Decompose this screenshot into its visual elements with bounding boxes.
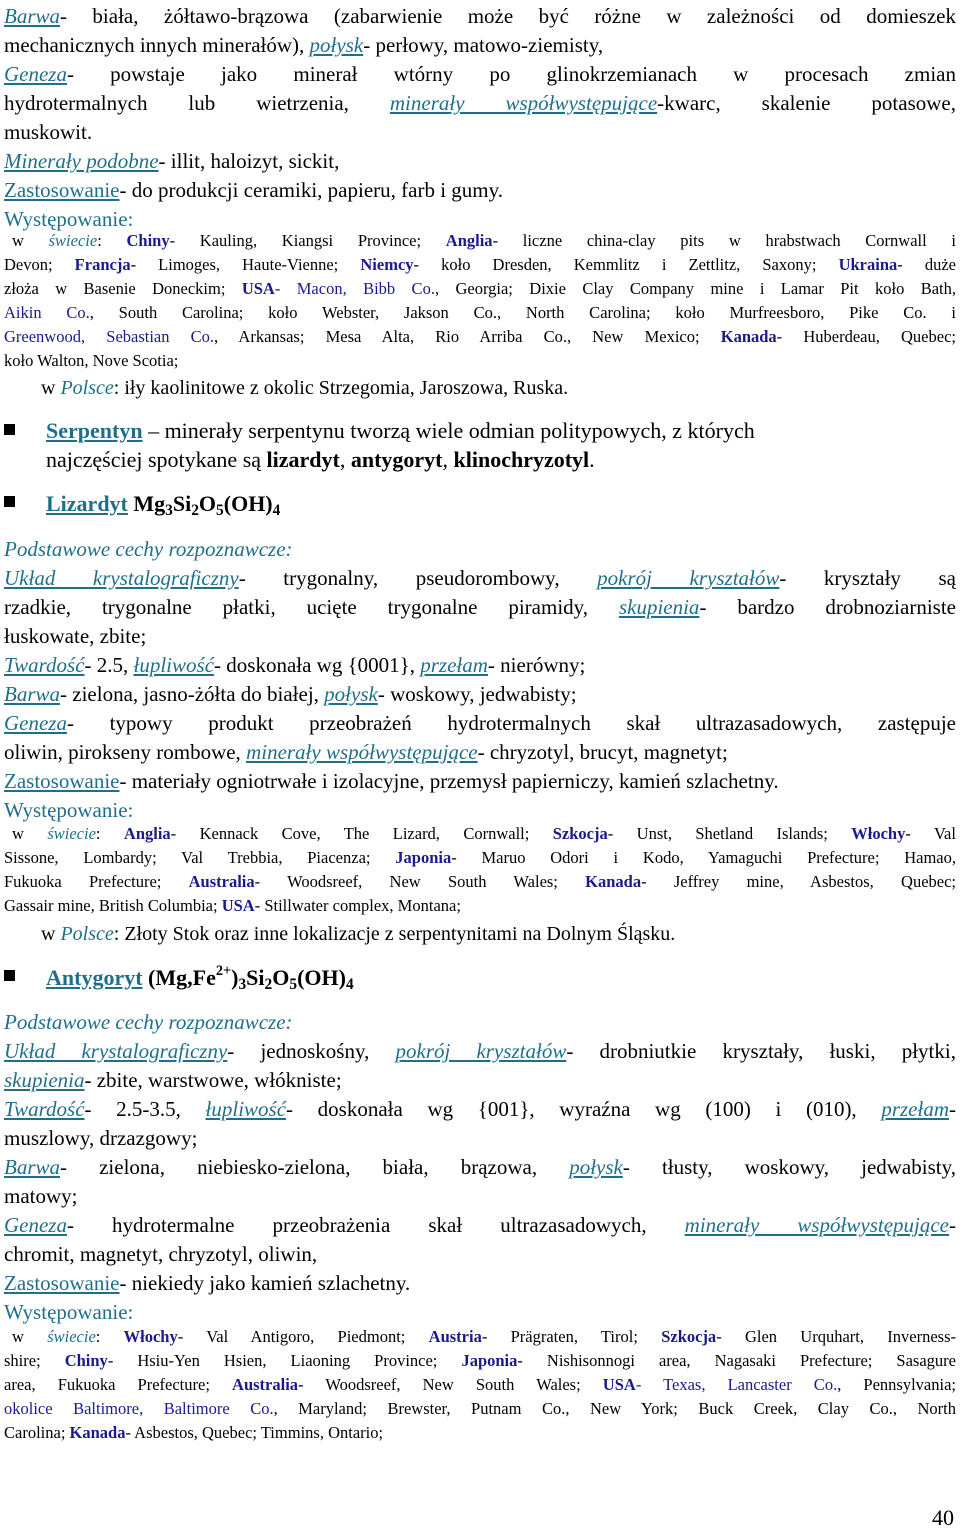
text-span: - Woodsreef, New South Wales;	[298, 1375, 603, 1394]
text-span: - zielona, niebiesko-zielona, biała, brązowa,	[60, 1155, 570, 1179]
text-span: Układ krystalograficzny	[4, 1039, 228, 1063]
occurrence-line	[4, 1397, 956, 1421]
text-span: - bardzo drobnoziarniste	[699, 595, 956, 619]
occurrence-line	[4, 1373, 956, 1397]
text-span: - Val Antigoro, Piedmont;	[177, 1327, 429, 1346]
text-span: (Mg,Fe	[142, 965, 216, 990]
text-span: Kanada	[69, 1423, 126, 1442]
text-line: muszlowy, drzazgowy;	[4, 1126, 198, 1150]
text-span: minerały współwystępujące	[246, 740, 478, 764]
text-span: - Macon, Bibb Co.	[274, 279, 435, 298]
text-span: - Texas, Lancaster Co.	[635, 1375, 838, 1394]
text-span: USA	[241, 279, 275, 298]
text-span: - Kennack Cove, The Lizard, Cornwall;	[170, 824, 553, 843]
wystepowanie-heading: Występowanie:	[4, 207, 134, 231]
text-span: - kryształy są	[779, 566, 956, 590]
text-span: Chiny	[64, 1351, 108, 1370]
poland-occurrence-line	[41, 920, 941, 948]
text-span: 5	[289, 975, 298, 993]
text-span: - doskonała wg {0001},	[214, 653, 421, 677]
cechy-heading: Podstawowe cechy rozpoznawcze:	[4, 1010, 293, 1034]
text-span: Barwa	[4, 1155, 61, 1179]
text-span: 3	[165, 501, 173, 519]
text-span: - Hsiu-Yen Hsien, Liaoning Province;	[107, 1351, 462, 1370]
barwa-label: Barwa	[4, 4, 61, 28]
text-span: shire;	[4, 1351, 65, 1370]
text-span: Polsce	[60, 923, 114, 945]
text-span: )	[231, 965, 239, 990]
text-span: - 2.5-3.5,	[84, 1097, 206, 1121]
page-number: 40	[932, 1505, 954, 1530]
text-span: rzadkie, trygonalne płatki, ucięte trygonalne piramidy,	[4, 595, 619, 619]
serpentyn-title: Serpentyn	[46, 418, 143, 443]
text-span: - Asbestos, Quebec; Timmins, Ontario;	[125, 1423, 384, 1442]
occurrence-line	[4, 229, 956, 253]
text-span: połysk	[324, 682, 378, 706]
text-span: Układ krystalograficzny	[4, 566, 239, 590]
text-span: hydrotermalnych lub wietrzenia,	[4, 91, 390, 115]
text-span: Australia	[188, 872, 255, 891]
text-span: Zastosowanie	[4, 1271, 120, 1295]
text-span: Kanada	[585, 872, 642, 891]
text-span: -	[949, 1213, 957, 1237]
occurrence-line	[4, 277, 956, 301]
text-span: - hydrotermalne przeobrażenia skał ultrazasadowych,	[66, 1213, 685, 1237]
text-span: - do produkcji ceramiki, papieru, farb i gumy.	[119, 178, 504, 202]
text-span: - tłusty, woskowy, jedwabisty,	[622, 1155, 956, 1179]
text-span: 2	[191, 501, 199, 519]
text-line	[4, 767, 956, 795]
text-span: :	[97, 231, 127, 250]
text-span: , Arkansas; Mesa Alta, Rio Arriba Co.	[214, 327, 567, 346]
text-span: 4	[272, 501, 281, 519]
occurrence-line	[4, 846, 956, 870]
text-span: - Unst, Shetland Islands;	[607, 824, 852, 843]
text-span: - duże	[897, 255, 956, 274]
text-span: minerały współwystępujące	[684, 1213, 950, 1237]
text-span: O	[272, 965, 290, 990]
occurrence-line	[4, 894, 956, 918]
text-span: : iły kaolinitowe z okolic Strzegomia, Jaroszowa, Ruska.	[113, 377, 569, 399]
text-span: - chryzotyl, brucyt, magnetyt;	[477, 740, 728, 764]
text-span: w	[12, 824, 48, 843]
text-span: Zastosowanie	[4, 769, 120, 793]
text-span: -kwarc, skalenie potasowe,	[657, 91, 956, 115]
text-span: , North Carolina; koło Murfreesboro, Pike Co. i	[496, 303, 957, 322]
text-line	[4, 680, 956, 708]
text-span: - drobniutkie kryształy, łuski, płytki,	[566, 1039, 956, 1063]
bullet-icon	[4, 970, 15, 981]
text-line	[4, 1269, 956, 1297]
occurrence-line	[4, 301, 956, 325]
text-span: - Woodsreef, New South Wales;	[254, 872, 586, 891]
text-span: (OH)	[297, 965, 346, 990]
text-span: Twardość	[4, 653, 85, 677]
text-span: - 2.5,	[84, 653, 134, 677]
text-span: - powstaje jako minerał wtórny po glinokrzemianach w procesach zmian	[66, 62, 956, 86]
text-span: - trygonalny, pseudorombowy,	[238, 566, 598, 590]
text-span: - Prägraten, Tirol;	[481, 1327, 662, 1346]
text-span: Japonia	[395, 848, 452, 867]
lizardyt-title: Lizardyt	[46, 491, 128, 516]
text-span: Fukuoka Prefecture;	[4, 872, 189, 891]
text-span: - Val	[905, 824, 956, 843]
text-span: - Limoges, Haute-Vienne;	[130, 255, 361, 274]
text-span: Szkocja	[552, 824, 608, 843]
text-span: Kanada	[720, 327, 777, 346]
text-span: - zbite, warstwowe, włókniste;	[84, 1068, 342, 1092]
wystepowanie-heading: Występowanie:	[4, 1300, 134, 1324]
text-line: łuskowate, zbite;	[4, 624, 147, 648]
text-span: mechanicznych innych minerałów),	[4, 33, 310, 57]
text-span: – minerały serpentynu tworzą wiele odmian politypowych, z których	[142, 418, 755, 443]
occurrence-line	[4, 325, 956, 349]
text-span: :	[95, 1327, 124, 1346]
text-line	[4, 31, 956, 59]
text-span: , South Carolina; koło Webster, Jakson Co.	[89, 303, 497, 322]
text-span: Si	[246, 965, 265, 990]
text-span: w	[12, 231, 49, 250]
text-span: , North	[892, 1399, 956, 1418]
bullet-icon	[4, 424, 15, 435]
text-span: Chiny	[126, 231, 170, 250]
text-line: matowy;	[4, 1184, 78, 1208]
text-span: Anglia	[123, 824, 171, 843]
text-span: , Georgia; Dixie Clay Company mine i Lamar Pit koło Bath,	[434, 279, 956, 298]
text-span: świecie	[48, 231, 98, 250]
text-span: Carolina;	[4, 1423, 70, 1442]
text-span: 2+	[215, 963, 232, 979]
text-span: - Glen Urquhart, Inverness-	[716, 1327, 956, 1346]
text-span: w	[12, 1327, 48, 1346]
text-span: Włochy	[123, 1327, 178, 1346]
text-span: klinochryzotyl	[453, 447, 590, 472]
text-span: - Stillwater complex, Montana;	[254, 896, 461, 915]
zastosowanie-line	[4, 176, 956, 204]
text-span: :	[95, 824, 124, 843]
text-span: przełam	[881, 1097, 949, 1121]
text-span: Barwa	[4, 682, 61, 706]
text-span: Mg	[127, 491, 166, 516]
text-span: Si	[172, 491, 192, 516]
text-span: pokrój kryształów	[395, 1039, 567, 1063]
text-span: przełam	[420, 653, 488, 677]
text-span: - zielona, jasno-żółta do białej,	[60, 682, 325, 706]
text-line	[4, 651, 956, 679]
geneza-line	[4, 60, 956, 88]
text-span: - materiały ogniotrwałe i izolacyjne, przemysł papierniczy, kamień szlachetny.	[119, 769, 779, 793]
text-span: - Jeffrey mine, Asbestos, Quebec;	[641, 872, 956, 891]
text-span: O	[198, 491, 217, 516]
text-span: skupienia	[618, 595, 700, 619]
text-line	[4, 1211, 956, 1239]
text-span: - illit, haloizyt, sickit,	[158, 149, 340, 173]
text-span: - jednoskośny,	[227, 1039, 396, 1063]
text-line	[4, 564, 956, 592]
cechy-heading: Podstawowe cechy rozpoznawcze:	[4, 537, 293, 561]
text-line: muskowit.	[4, 120, 93, 144]
text-span: Szkocja	[661, 1327, 717, 1346]
text-span: Francja	[74, 255, 131, 274]
text-span: Anglia	[445, 231, 493, 250]
text-span: - doskonała wg {001}, wyraźna wg (100) i (010),	[286, 1097, 882, 1121]
text-span: ,	[339, 447, 351, 472]
text-span: świecie	[47, 1327, 96, 1346]
text-span: Australia	[232, 1375, 299, 1394]
text-span: Gassair mine, British Columbia;	[4, 896, 222, 915]
text-line	[4, 89, 956, 117]
occurrence-line	[4, 1421, 956, 1445]
text-span: , Maryland; Brewster, Putnam Co.	[273, 1399, 566, 1418]
text-span: -	[949, 1097, 956, 1121]
text-span: Sissone, Lombardy; Val Trebbia, Piacenza;	[4, 848, 396, 867]
lizardyt-heading	[46, 490, 946, 518]
occurrence-line	[4, 1325, 956, 1349]
text-span: - koło Dresden, Kemmlitz i Zettlitz, Saxony;	[413, 255, 839, 274]
text-span: Niemcy	[360, 255, 414, 274]
text-span: świecie	[47, 824, 96, 843]
text-line	[4, 709, 956, 737]
text-span: w	[41, 377, 61, 399]
text-span: Twardość	[4, 1097, 85, 1121]
text-span: ,	[442, 447, 454, 472]
zastosowanie-label: Zastosowanie	[4, 178, 120, 202]
poland-occurrence-line	[41, 374, 941, 402]
text-span: : Złoty Stok oraz inne lokalizacje z serpentynitami na Dolnym Śląsku.	[113, 923, 676, 945]
text-line	[4, 1153, 956, 1181]
text-span: , New Mexico;	[566, 327, 721, 346]
barwa-line	[4, 2, 956, 30]
occurrence-line	[4, 870, 956, 894]
text-span: Aikin Co.	[4, 303, 90, 322]
text-span: - nierówny;	[487, 653, 586, 677]
text-span: - liczne china-clay pits w hrabstwach Cornwall i	[492, 231, 956, 250]
text-span: Włochy	[851, 824, 906, 843]
antygoryt-title: Antygoryt	[46, 965, 143, 990]
text-span: 5	[216, 501, 224, 519]
serpentyn-text	[46, 446, 946, 474]
text-span: Greenwood, Sebastian Co.	[4, 327, 215, 346]
text-span: - Nishisonnogi area, Nagasaki Prefecture; Sasagure	[517, 1351, 956, 1370]
text-span: złoża w Basenie Doneckim;	[4, 279, 242, 298]
text-span: - perłowy, matowo-ziemisty,	[363, 33, 604, 57]
text-span: Polsce	[60, 377, 114, 399]
text-span: - Maruo Odori i Kodo, Yamaguchi Prefecture; Hamao,	[451, 848, 956, 867]
polysk-label: połysk	[309, 33, 364, 57]
text-span: 2	[264, 975, 273, 993]
text-line	[4, 1066, 956, 1094]
text-span: - typowy produkt przeobrażeń hydrotermalnych skał ultrazasadowych, zastępuje	[66, 711, 956, 735]
bullet-icon	[4, 496, 15, 507]
occurrence-line	[4, 253, 956, 277]
text-span: Geneza	[4, 711, 67, 735]
text-span: łupliwość	[205, 1097, 287, 1121]
mineraly-wspolwystepujace-label: minerały współwystępujące	[389, 91, 658, 115]
text-span: , Pennsylvania;	[837, 1375, 957, 1394]
text-span: - woskowy, jedwabisty;	[377, 682, 577, 706]
text-span: Geneza	[4, 1213, 67, 1237]
text-span: area, Fukuoka Prefecture;	[4, 1375, 233, 1394]
text-span: antygoryt	[350, 447, 443, 472]
text-span: - biała, żółtawo-brązowa (zabarwienie może być różne w zależności od domieszek	[60, 4, 956, 28]
text-line	[4, 1095, 956, 1123]
mineraly-podobne-line	[4, 147, 956, 175]
wystepowanie-heading: Występowanie:	[4, 798, 134, 822]
geneza-label: Geneza	[4, 62, 67, 86]
text-span: łupliwość	[133, 653, 215, 677]
text-span: - niekiedy jako kamień szlachetny.	[119, 1271, 411, 1295]
text-span: Devon;	[4, 255, 75, 274]
occurrence-line	[4, 822, 956, 846]
text-span: okolice Baltimore, Baltimore Co.	[4, 1399, 274, 1418]
text-span: najczęściej spotykane są	[46, 447, 267, 472]
serpentyn-heading	[46, 417, 946, 445]
antygoryt-heading	[46, 964, 946, 992]
text-span: USA	[221, 896, 255, 915]
text-line: chromit, magnetyt, chryzotyl, oliwin,	[4, 1242, 318, 1266]
text-span: Austria	[428, 1327, 482, 1346]
text-span: oliwin, pirokseny rombowe,	[4, 740, 247, 764]
mineraly-podobne-label: Minerały podobne	[4, 149, 159, 173]
text-line	[4, 593, 956, 621]
text-span: 4	[345, 975, 354, 993]
text-span: - Kauling, Kiangsi Province;	[169, 231, 446, 250]
text-span: - Huberdeau, Quebec;	[776, 327, 956, 346]
text-line	[4, 1037, 956, 1065]
text-span: pokrój kryształów	[597, 566, 780, 590]
occurrence-line: koło Walton, Nove Scotia;	[4, 351, 179, 370]
text-span: USA	[602, 1375, 636, 1394]
text-span: , New York; Buck Creek, Clay Co.	[565, 1399, 893, 1418]
text-span: lizardyt	[266, 447, 340, 472]
text-span: połysk	[569, 1155, 623, 1179]
text-span: (OH)	[223, 491, 273, 516]
text-span: Japonia	[461, 1351, 518, 1370]
text-span: Ukraina	[838, 255, 898, 274]
text-span: .	[589, 447, 595, 472]
text-line	[4, 738, 956, 766]
text-span: 3	[238, 975, 247, 993]
text-span: w	[41, 923, 61, 945]
occurrence-line	[4, 1349, 956, 1373]
text-span: skupienia	[4, 1068, 85, 1092]
